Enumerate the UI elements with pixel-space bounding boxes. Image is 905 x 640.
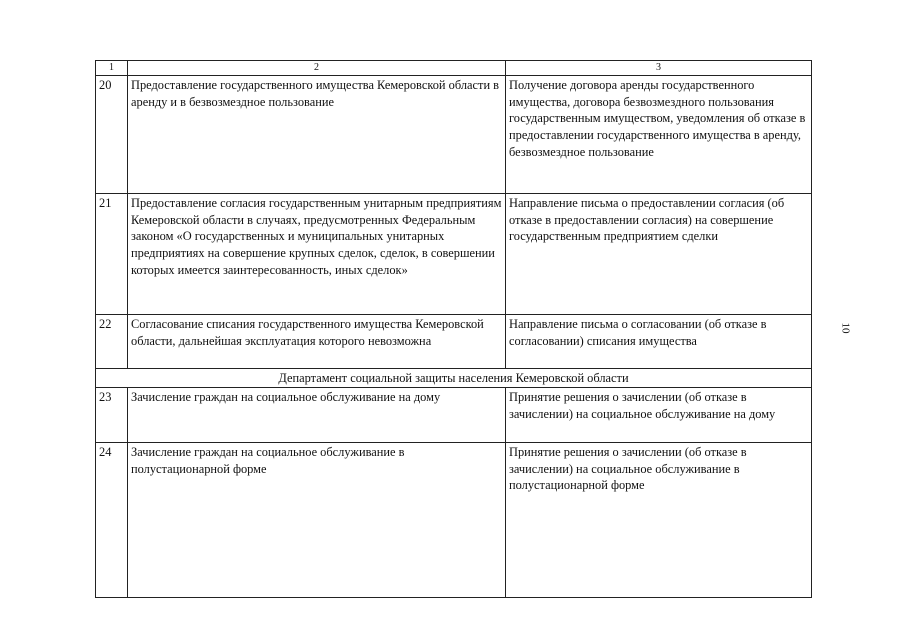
table-row — [96, 388, 812, 443]
services-table — [95, 60, 812, 598]
header-col-1: 1 — [96, 61, 128, 76]
row-number: 24 — [96, 443, 128, 598]
service-result: Направление письма о предоставлении согласия (об отказе в предоставлении согласия) на совершение государственным предприятием сделки — [506, 194, 812, 315]
service-result: Принятие решения о зачислении (об отказе в зачислении) на социальное обслуживание на дому — [506, 388, 812, 443]
service-name: Зачисление граждан на социальное обслуживание в полустационарной форме — [128, 443, 506, 598]
table-row — [96, 315, 812, 369]
service-name: Предоставление государственного имущества Кемеровской области в аренду и в безвозмездное пользование — [128, 76, 506, 194]
table-row — [96, 76, 812, 194]
header-col-2: 2 — [128, 61, 506, 76]
table-row — [96, 443, 812, 598]
section-header-row — [96, 369, 812, 388]
table-row — [96, 194, 812, 315]
service-result: Получение договора аренды государственного имущества, договора безвозмездного пользования государственным имуществом, уведомления об отказе в предоставлении государственного имущества в аренду, безвозмездное пользование — [506, 76, 812, 194]
row-number: 22 — [96, 315, 128, 369]
service-name: Зачисление граждан на социальное обслуживание на дому — [128, 388, 506, 443]
service-name: Предоставление согласия государственным унитарным предприятиям Кемеровской области в случаях, предусмотренных Федеральным законом «О государственных и муниципальных унитарных предприятиях на совершение крупных сделок, сделок, в совершении которых имеется заинтересованность, иных сделок» — [128, 194, 506, 315]
page-number: 10 — [839, 322, 852, 334]
row-number: 21 — [96, 194, 128, 315]
header-col-3: 3 — [506, 61, 812, 76]
service-result: Принятие решения о зачислении (об отказе в зачислении) на социальное обслуживание в полустационарной форме — [506, 443, 812, 598]
service-name: Согласование списания государственного имущества Кемеровской области, дальнейшая эксплуатация которого невозможна — [128, 315, 506, 369]
row-number: 23 — [96, 388, 128, 443]
table-header-row — [96, 61, 812, 76]
row-number: 20 — [96, 76, 128, 194]
section-title: Департамент социальной защиты населения Кемеровской области — [96, 369, 812, 388]
service-result: Направление письма о согласовании (об отказе в согласовании) списания имущества — [506, 315, 812, 369]
